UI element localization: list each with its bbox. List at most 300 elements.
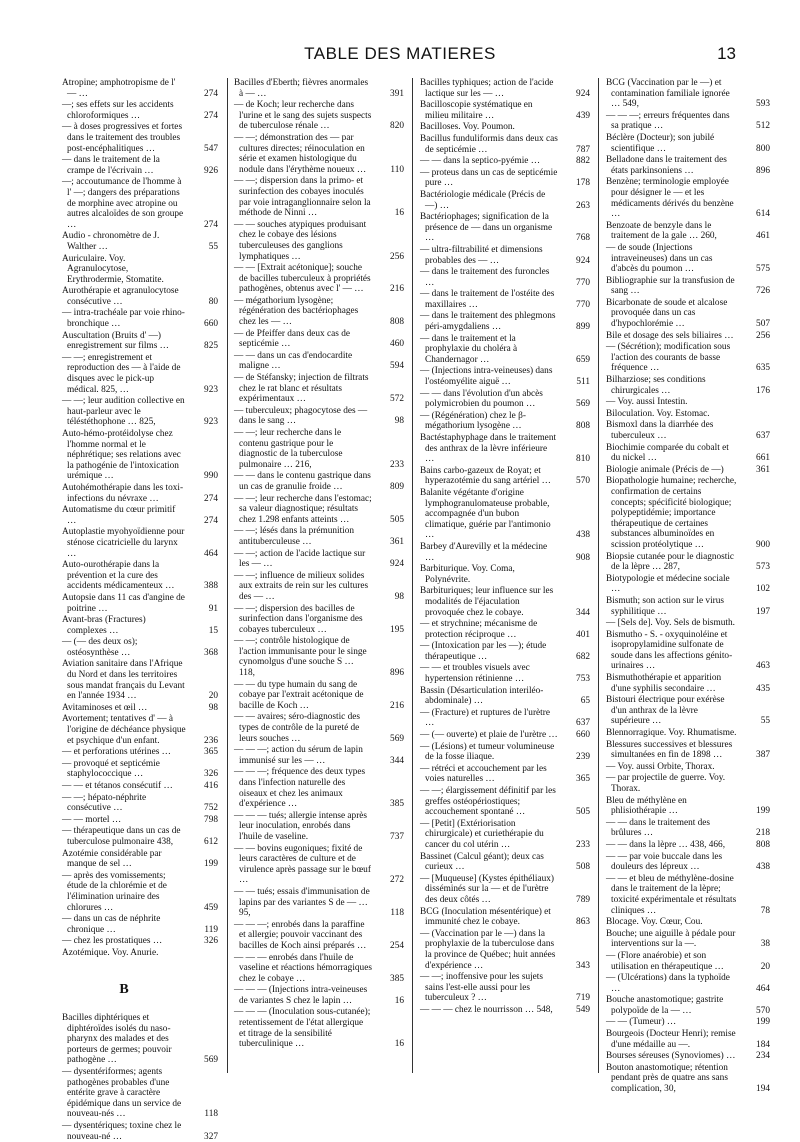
entry-page: 459	[204, 902, 218, 913]
entry-page: 800	[756, 143, 770, 154]
entry-page: 463	[756, 661, 770, 672]
entry-text: — (— ouverte) et plaie de l'urètre …	[420, 730, 558, 741]
entry-page: 274	[204, 88, 218, 99]
entry-text: — — par voie buccale dans les douleurs des lépreux …	[606, 851, 723, 873]
entry-page: 435	[756, 683, 770, 694]
index-entry	[606, 1063, 770, 1095]
entry-page: 594	[390, 361, 404, 372]
column-rule	[412, 78, 413, 1073]
index-entry	[606, 574, 770, 595]
entry-page: 216	[390, 284, 404, 295]
entry-page: 908	[576, 552, 590, 563]
entry-text: BCG (Inoculation mésentérique) et immunité chez le cobaye.	[420, 906, 551, 928]
index-entry	[234, 745, 404, 766]
index-entry	[234, 636, 404, 678]
entry-page: 327	[204, 1131, 218, 1142]
entry-page: 263	[576, 200, 590, 211]
index-entry	[234, 571, 404, 603]
entry-text: — tuberculeux; phagocytose des — dans le sang …	[234, 405, 368, 427]
entry-text: — — mortel …	[62, 814, 122, 825]
entry-page: 923	[204, 384, 218, 395]
entry-text: Avitaminoses et œil …	[62, 702, 148, 713]
entry-page: 900	[756, 539, 770, 550]
entry-text: — dans le traitement des phlegmons péri-amygdaliens …	[420, 311, 556, 333]
index-entry	[234, 811, 404, 843]
entry-text: Biopathologie humaine; recherche, confirmation de certains concepts; spécificité biologique; polypeptidémie; importance thérapeutique de certaines substances albuminoïdes en scission protéolytique …	[606, 476, 737, 550]
entry-page: 176	[756, 385, 770, 396]
entry-page: 254	[390, 940, 404, 951]
entry-text: Béclère (Docteur); son jubilé scientifique …	[606, 132, 715, 154]
index-entry	[606, 177, 770, 219]
index-entry	[606, 618, 770, 629]
entry-page: 614	[756, 209, 770, 220]
index-entry	[62, 78, 218, 99]
entry-text: — ultra-filtrabilité et dimensions probables des — …	[420, 244, 543, 266]
index-entry	[62, 308, 218, 329]
entry-page: 178	[576, 178, 590, 189]
entry-text: — — avaires; séro-diagnostic des types de contrôle de la pureté de leurs souches …	[234, 712, 360, 744]
index-entry	[62, 155, 218, 176]
index-entry	[606, 375, 770, 396]
entry-page: 507	[756, 319, 770, 330]
index-entry	[234, 406, 404, 427]
entry-text: Bibliographie sur la transfusion de sang …	[606, 275, 735, 297]
index-entry	[420, 564, 590, 585]
entry-text: Bacilles diphtériques et diphtéroïdes isolés du naso-pharynx des malades et des porteurs de germes; pouvoir pathogène …	[62, 1013, 172, 1066]
index-entry	[62, 100, 218, 121]
entry-text: — — —; action du sérum de lapin immunisé sur les — …	[234, 745, 363, 766]
entry-page: 990	[204, 471, 218, 482]
entry-page: 547	[204, 143, 218, 154]
entry-page: 810	[576, 454, 590, 465]
index-entry	[606, 773, 770, 794]
index-entry	[420, 619, 590, 640]
entry-page: 326	[204, 769, 218, 780]
entry-text: — —; contrôle histologique de l'action immunisante pour le singe cynomolgus d'une souche S … 118,	[234, 636, 367, 679]
entry-page: 511	[576, 377, 590, 388]
entry-page: 659	[576, 354, 590, 365]
entry-text: — rétréci et accouchement par les voies naturelles …	[420, 763, 547, 785]
entry-page: 256	[756, 330, 770, 341]
index-entry	[420, 786, 590, 818]
entry-text: — thérapeutique dans un cas de tuberculose pulmonaire 438,	[62, 826, 181, 847]
entry-text: Bourses séreuses (Synoviomes) …	[606, 1051, 736, 1062]
index-entry	[606, 409, 770, 420]
entry-page: 216	[390, 700, 404, 711]
index-entry	[606, 728, 770, 739]
index-columns	[62, 78, 770, 1142]
entry-text: — — souches atypiques produisant chez le cobaye des lésions tuberculeuses des ganglions lymphatiques …	[234, 219, 367, 262]
entry-text: — — — (Inoculation sous-cutanée); retentissement de l'état allergique et titrage de la sensibilité tuberculinique …	[234, 1007, 371, 1050]
entry-page: 798	[204, 814, 218, 825]
index-entry	[234, 953, 404, 985]
index-entry	[62, 747, 218, 758]
index-entry	[62, 527, 218, 559]
entry-text: Bile et dosage des sels biliaires …	[606, 330, 734, 341]
entry-text: — après des vomissements; étude de la chlorémie et de l'élimination urinaire des chlorures …	[62, 870, 167, 913]
section-letter: B	[119, 981, 129, 997]
index-entry	[62, 286, 218, 307]
entry-page: 344	[390, 755, 404, 766]
index-entry	[62, 177, 218, 230]
entry-text: Aurothérapie et agranulocytose consécutive …	[62, 286, 179, 307]
entry-text: — dans le traitement de la crampe de l'écrivain …	[62, 155, 160, 176]
index-entry	[62, 353, 218, 395]
index-entry	[606, 951, 770, 972]
entry-text: Autopsie dans 11 cas d'angine de poitrine …	[62, 592, 185, 614]
entry-page: 825	[204, 341, 218, 352]
entry-page: 98	[394, 416, 404, 427]
entry-text: — —; leur recherche dans l'estomac; sa valeur diagnostique; résultats chez 1.298 enfants atteints …	[234, 493, 372, 525]
index-entry	[606, 740, 770, 761]
entry-page: 78	[760, 905, 770, 916]
entry-text: Avant-bras (Fractures) complexes …	[62, 615, 146, 636]
entry-page: 234	[756, 1051, 770, 1062]
entry-page: 593	[756, 99, 770, 110]
index-entry	[606, 155, 770, 176]
index-entry	[234, 329, 404, 350]
index-column	[606, 78, 770, 1095]
entry-page: 91	[208, 603, 218, 614]
entry-text: Blennorragique. Voy. Rhumatisme.	[606, 728, 737, 739]
entry-page: 102	[756, 584, 770, 595]
entry-page: 326	[204, 936, 218, 947]
entry-text: — de Koch; leur recherche dans l'urine et le sang des sujets suspects de tuberculose rénale …	[234, 100, 372, 132]
entry-text: — —; influence de milieux solides aux extraits de rein sur les cultures des — …	[234, 570, 369, 602]
index-column	[420, 78, 590, 1073]
entry-page: 924	[576, 88, 590, 99]
entry-text: Bactériologie médicale (Précis de —) …	[420, 189, 546, 211]
entry-page: 236	[204, 735, 218, 746]
entry-page: 401	[576, 629, 590, 640]
entry-text: — — — (Injections intra-veineuses de variantes S chez le lapin …	[234, 985, 368, 1006]
entry-text: — [Sels de]. Voy. Sels de bismuth.	[606, 618, 735, 629]
page-number: 13	[717, 44, 736, 63]
entry-page: 365	[204, 747, 218, 758]
index-entry	[62, 871, 218, 913]
entry-text: —; ses effets sur les accidents chloroformiques …	[62, 100, 174, 121]
index-entry	[234, 494, 404, 526]
index-entry	[606, 342, 770, 374]
index-entry	[420, 78, 590, 99]
entry-page: 233	[576, 839, 590, 850]
index-entry	[420, 245, 590, 266]
index-entry	[606, 443, 770, 464]
entry-text: — dans le traitement de l'ostéite des maxillaires …	[420, 289, 555, 310]
index-entry	[62, 331, 218, 352]
entry-text: Blessures successives et blessures simultanées en fin de 1898 …	[606, 739, 733, 761]
index-entry	[606, 630, 770, 672]
entry-page: 820	[390, 121, 404, 132]
entry-text: — et perforations utérines …	[62, 747, 171, 758]
index-entry	[606, 1017, 770, 1028]
entry-page: 199	[756, 1017, 770, 1028]
entry-text: — (Vaccination par le —) dans la prophylaxie de la tuberculose dans la province de Québec; huit années d'expérience …	[420, 928, 556, 971]
entry-text: Aviation sanitaire dans l'Afrique du Nord et dans les territoires sous mandat français du Levant en l'année 1934 …	[62, 659, 185, 702]
index-entry	[606, 465, 770, 476]
entry-page: 80	[208, 296, 218, 307]
index-entry	[420, 267, 590, 288]
entry-text: — dans un cas de néphrite chronique …	[62, 914, 161, 935]
index-entry	[606, 276, 770, 297]
entry-page: 274	[204, 110, 218, 121]
entry-page: 808	[756, 839, 770, 850]
entry-page: 923	[204, 417, 218, 428]
entry-text: — — (Tumeur) …	[606, 1017, 677, 1028]
entry-text: Biochimie comparée du cobalt et du nickel …	[606, 442, 729, 464]
index-entry	[420, 874, 590, 906]
entry-page: 549	[576, 1004, 590, 1015]
index-entry	[62, 1121, 218, 1142]
entry-page: 55	[208, 241, 218, 252]
entry-page: 218	[756, 828, 770, 839]
entry-text: — (Ulcérations) dans la typhoïde …	[606, 973, 730, 994]
entry-text: — —; action de l'acide lactique sur les — …	[234, 548, 366, 570]
entry-text: — —; leur audition collective en haut-parleur avec le téléstéthophone … 825,	[62, 396, 185, 428]
entry-page: 464	[204, 548, 218, 559]
entry-text: Blocage. Voy. Cœur, Cou.	[606, 917, 703, 928]
entry-text: Bacilloscopie systématique en milieu militaire …	[420, 100, 533, 121]
entry-text: — — bovins eugoniques; fixité de leurs caractères de culture et de virulence après passage sur le bœuf …	[234, 843, 371, 886]
index-entry	[62, 759, 218, 780]
index-entry	[420, 100, 590, 121]
entry-page: 195	[390, 624, 404, 635]
index-entry	[420, 334, 590, 366]
entry-page: 737	[390, 831, 404, 842]
index-entry	[420, 663, 590, 684]
entry-page: 461	[756, 231, 770, 242]
entry-page: 391	[390, 88, 404, 99]
entry-text: BCG (Vaccination par le —) et contamination familiale ignorée … 549,	[606, 78, 730, 110]
entry-page: 385	[390, 799, 404, 810]
entry-text: Azotémique. Voy. Anurie.	[62, 947, 159, 958]
entry-page: 572	[390, 394, 404, 405]
entry-page: 343	[576, 960, 590, 971]
entry-text: Benzoate de benzyle dans le traitement de la gale … 260,	[606, 220, 717, 242]
entry-text: — et strychnine; mécanisme de protection réciproque …	[420, 619, 538, 640]
entry-page: 274	[204, 493, 218, 504]
entry-text: Autoplastie myohyoïdienne pour sténose cicatricielle du larynx …	[62, 527, 185, 559]
entry-text: —; accoutumance de l'homme à l' —; dangers des préparations de morphine avec atropine ou autres alcaloïdes de son groupe …	[62, 177, 184, 230]
entry-text: Bactéstaphyphage dans le traitement des anthrax de la lèvre inférieure …	[420, 433, 557, 465]
entry-page: 612	[204, 836, 218, 847]
entry-text: Barbiturique. Voy. Coma, Polynévrite.	[420, 564, 515, 585]
entry-text: Automatisme du cœur primitif …	[62, 505, 176, 526]
index-entry	[62, 396, 218, 428]
entry-page: 239	[576, 752, 590, 763]
index-entry	[606, 995, 770, 1016]
entry-page: 119	[204, 924, 218, 935]
entry-text: Bassinet (Calcul géant); deux cas curieux …	[420, 851, 544, 873]
entry-page: 570	[576, 476, 590, 487]
entry-page: 438	[756, 862, 770, 873]
index-entry	[420, 929, 590, 971]
entry-text: — (Lésions) et tumeur volumineuse de la fosse iliaque.	[420, 741, 555, 763]
entry-text: Auto-ourothérapie dans la prévention et la cure des accidents médicamenteux …	[62, 560, 175, 592]
index-entry	[606, 331, 770, 342]
entry-page: 635	[756, 363, 770, 374]
entry-page: 361	[756, 464, 770, 475]
entry-page: 361	[390, 536, 404, 547]
entry-text: — proteus dans un cas de septicémie pure …	[420, 167, 558, 189]
entry-text: Bourgeois (Docteur Henri); remise d'une médaille au —.	[606, 1029, 736, 1050]
index-entry	[606, 476, 770, 550]
entry-page: 808	[390, 317, 404, 328]
entry-page: 38	[760, 939, 770, 950]
entry-page: 15	[208, 625, 218, 636]
entry-text: — (Régénération) chez le β-mégathorium lysogène …	[420, 410, 526, 432]
entry-text: — de Pfeiffer dans deux cas de septicémie …	[234, 328, 350, 350]
index-entry	[234, 428, 404, 470]
index-entry	[62, 483, 218, 504]
index-entry	[234, 471, 404, 492]
entry-page: 863	[576, 917, 590, 928]
entry-page: 110	[390, 164, 404, 175]
entry-text: Biloculation. Voy. Estomac.	[606, 408, 710, 419]
column-rule	[598, 78, 599, 1073]
page-header	[0, 44, 800, 66]
entry-text: — (Fracture) et ruptures de l'urètre …	[420, 707, 550, 729]
entry-page: 752	[204, 803, 218, 814]
entry-text: — (Intoxication par les —); étude thérapeutique …	[420, 641, 547, 662]
entry-text: — —; dispersion des bacilles de surinfection dans l'organisme des cobayes tuberculeux …	[234, 603, 363, 635]
entry-text: — (— des deux os); ostéosynthèse …	[62, 637, 138, 658]
entry-text: Biologie animale (Précis de —)	[606, 464, 724, 475]
index-entry	[62, 122, 218, 154]
index-entry	[62, 1013, 218, 1066]
entry-text: Auscultation (Bruits d' —) enregistrement sur films …	[62, 330, 169, 352]
index-entry	[606, 695, 770, 727]
index-entry	[420, 366, 590, 387]
index-entry	[606, 840, 770, 851]
entry-text: — intra-trachéale par voie rhino-bronchique …	[62, 308, 185, 330]
index-entry	[234, 604, 404, 636]
index-entry	[606, 796, 770, 817]
index-entry	[606, 552, 770, 573]
entry-text: Bacilles d'Eberth; fièvres anormales à — …	[234, 78, 369, 99]
entry-text: — (Sécrétion); modification sous l'action des courants de basse fréquence …	[606, 342, 731, 374]
index-entry	[420, 156, 590, 167]
index-entry	[606, 874, 770, 916]
entry-page: 808	[576, 421, 590, 432]
index-entry	[420, 764, 590, 785]
entry-page: 118	[390, 908, 404, 919]
entry-page: 98	[394, 591, 404, 602]
entry-text: Bacilloses. Voy. Poumon.	[420, 122, 515, 133]
entry-page: 344	[576, 607, 590, 618]
entry-text: — — — tués; allergie intense après leur inoculation, enrobés dans l'huile de vaseline.	[234, 810, 368, 842]
entry-page: 199	[756, 806, 770, 817]
entry-text: — —; inoffensive pour les sujets sains l'est-elle aussi pour les tuberculeux ? …	[420, 972, 543, 1004]
entry-text: — [Petit] (Extériorisation chirurgicale) et curiethérapie du cancer du col utérin …	[420, 818, 544, 850]
index-entry	[234, 220, 404, 262]
index-entry	[606, 1029, 770, 1050]
entry-page: 197	[756, 606, 770, 617]
entry-text: — mégathorium lysogène; régénération des bactériophages chez les — …	[234, 295, 359, 328]
index-entry	[62, 254, 218, 286]
index-entry	[420, 311, 590, 332]
entry-page: 460	[390, 339, 404, 350]
index-entry	[62, 714, 218, 746]
column-rule	[227, 78, 228, 1073]
index-entry	[606, 973, 770, 994]
entry-text: — chez les prostatiques …	[62, 936, 163, 947]
entry-text: Bactériophages; signification de la présence de — dans un organisme …	[420, 212, 553, 244]
index-entry	[606, 1051, 770, 1062]
entry-text: — — —; enrobés dans la paraffine et allergie; pouvoir vaccinant des bacilles de Koch ainsi préparés …	[234, 919, 367, 951]
index-entry	[420, 134, 590, 155]
index-entry	[420, 190, 590, 211]
index-entry	[234, 887, 404, 919]
entry-text: Barbey d'Aurevilly et la médecine …	[420, 541, 548, 563]
entry-text: — — [Extrait acétonique]; souche de bacilles tuberculeux à propriétés pathogènes, obtenus avec l' — …	[234, 263, 371, 295]
index-entry	[62, 429, 218, 482]
entry-text: Bismuthothérapie et apparition d'une syphilis secondaire …	[606, 673, 722, 694]
entry-page: 508	[576, 862, 590, 873]
entry-page: 660	[204, 319, 218, 330]
index-entry	[420, 708, 590, 729]
entry-text: Bicarbonate de soude et alcalose provoquée dans un cas d'hypochlorémie …	[606, 297, 728, 330]
entry-page: 118	[204, 1109, 218, 1120]
index-entry	[234, 680, 404, 712]
entry-page: 98	[208, 702, 218, 713]
entry-page: 569	[390, 733, 404, 744]
index-entry	[420, 1005, 590, 1016]
index-entry	[420, 742, 590, 763]
entry-text: Bacillus funduliformis dans deux cas de septicémie …	[420, 133, 558, 155]
index-entry	[62, 659, 218, 701]
entry-page: 438	[576, 530, 590, 541]
entry-text: — [Muqueuse] (Kystes épithéliaux) disséminés sur la — et de l'urètre des deux côtés …	[420, 873, 554, 905]
index-entry	[234, 100, 404, 132]
entry-text: — —; dispersion dans la primo- et surinfection des cobayes inoculés par voie intraganglionnaire selon la méthode de Ninni …	[234, 176, 371, 219]
index-entry	[420, 289, 590, 310]
index-entry	[420, 819, 590, 851]
entry-page: 573	[756, 562, 770, 573]
entry-page: 20	[760, 961, 770, 972]
index-entry	[62, 914, 218, 935]
entry-text: — Voy. aussi Orbite, Thorax.	[606, 761, 715, 772]
entry-text: Biopsie cutanée pour le diagnostic de la lèpre … 287,	[606, 551, 735, 573]
entry-text: — — —; fréquence des deux types dans l'infection naturelle des oiseaux et chez les animaux d'expérience …	[234, 767, 366, 810]
entry-text: — — dans l'évolution d'un abcès polymicrobien du poumon …	[420, 388, 543, 410]
index-entry	[62, 936, 218, 947]
index-entry	[234, 767, 404, 809]
entry-page: 365	[576, 774, 590, 785]
entry-page: 368	[204, 647, 218, 658]
entry-page: 20	[208, 691, 218, 702]
index-entry	[62, 793, 218, 814]
entry-page: 256	[390, 251, 404, 262]
entry-text: Bismuth; son action sur le virus syphilitique …	[606, 595, 725, 617]
entry-text: Barbituriques; leur influence sur les modalités de l'éjaculation provoquée chez le cobaye.	[420, 586, 554, 618]
index-entry	[420, 972, 590, 1004]
index-entry	[606, 673, 770, 694]
index-entry	[62, 505, 218, 526]
entry-text: Bains carbo-gazeux de Royat; et hyperazotémie du sang artériel …	[420, 465, 551, 487]
entry-text: Bleu de méthylène en phlisiothérapie …	[606, 795, 687, 817]
entry-text: Auto-hémo-protéidolyse chez l'homme normal et le néphrétique; ses relations avec la pathogénie de l'intoxication urémique …	[62, 429, 181, 482]
entry-text: — —; hépato-néphrite consécutive …	[62, 792, 147, 814]
index-entry	[234, 985, 404, 1006]
entry-page: 274	[204, 219, 218, 230]
entry-text: Balanite végétante d'origine lymphogranulomateuse probable, accompagnée d'un bubon climatique, guérie par l'antimonio …	[420, 487, 551, 541]
entry-page: 660	[576, 730, 590, 741]
entry-page: 809	[390, 481, 404, 492]
entry-text: Azotémie considérable par manque de sel …	[62, 848, 162, 870]
entry-page: 719	[576, 993, 590, 1004]
index-entry	[420, 411, 590, 432]
